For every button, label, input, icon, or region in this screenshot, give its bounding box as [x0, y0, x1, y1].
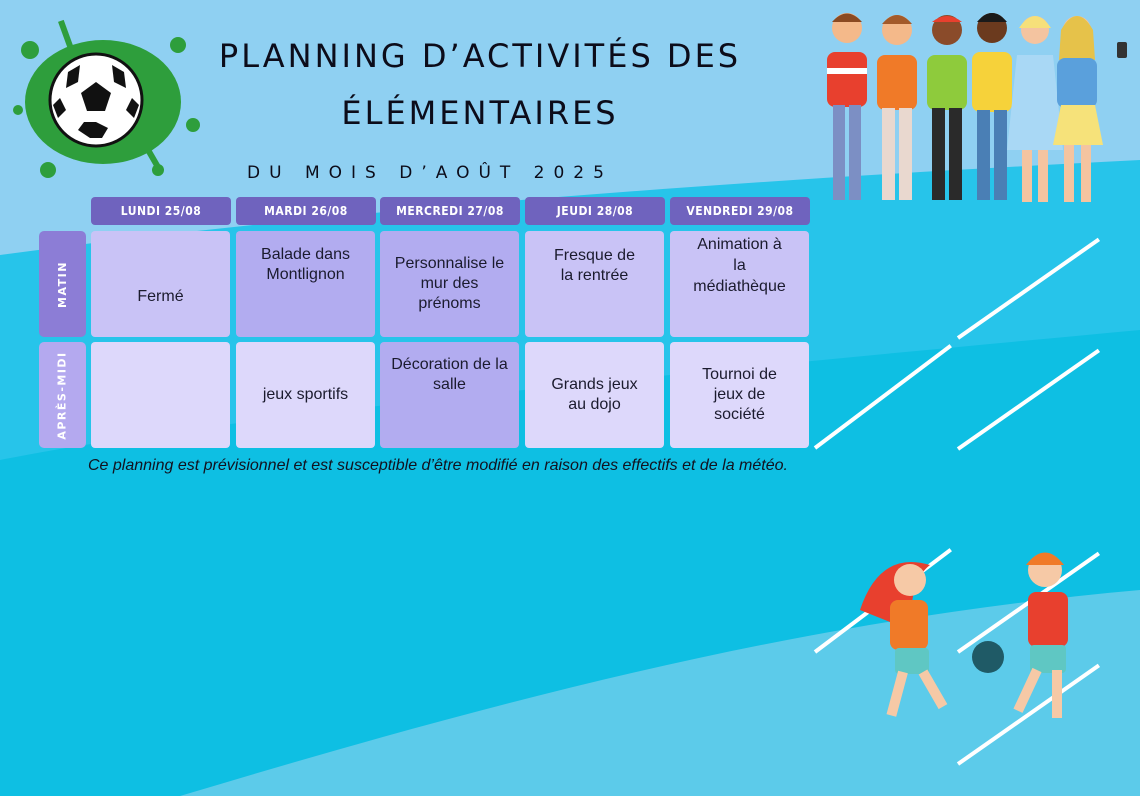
cell-matin-friday: Animation à la médiathèque	[670, 231, 809, 337]
day-header-thursday: JEUDI 28/08	[525, 197, 665, 225]
row-label-text: APRÈS-MIDI	[56, 350, 69, 440]
row-label-text: MATIN	[55, 260, 69, 308]
cell-apres-midi-thursday: Grands jeux au dojo	[525, 342, 664, 448]
title-line-1: PLANNING D’ACTIVITÉS DES	[218, 37, 742, 75]
cell-apres-midi-friday: Tournoi de jeux de société	[670, 342, 809, 448]
day-header-monday: LUNDI 25/08	[91, 197, 231, 225]
cell-apres-midi-monday	[91, 342, 230, 448]
row-label-matin	[39, 231, 86, 337]
planning-note: Ce planning est prévisionnel et est susceptible d’être modifié en raison des effectifs et de la météo.	[88, 457, 788, 474]
day-header-wednesday: MERCREDI 27/08	[380, 197, 520, 225]
cell-matin-monday: Fermé	[91, 231, 230, 337]
cell-matin-tuesday: Balade dans Montlignon	[236, 231, 375, 337]
page-title	[190, 28, 770, 142]
page-subtitle: DU MOIS D’AOÛT 2025	[247, 163, 613, 183]
day-header-friday: VENDREDI 29/08	[670, 197, 810, 225]
cell-matin-thursday: Fresque de la rentrée	[525, 231, 664, 337]
cell-apres-midi-tuesday: jeux sportifs	[236, 342, 375, 448]
soccer-ball-icon	[8, 10, 208, 185]
title-line-2: ÉLÉMENTAIRES	[341, 94, 619, 132]
day-header-tuesday: MARDI 26/08	[236, 197, 376, 225]
cell-apres-midi-wednesday: Décoration de la salle	[380, 342, 519, 448]
row-label-apres-midi	[39, 342, 86, 448]
cell-matin-wednesday: Personnalise le mur des prénoms	[380, 231, 519, 337]
kids-playing-football-illustration	[840, 540, 1110, 750]
kids-group-illustration	[805, 0, 1140, 215]
